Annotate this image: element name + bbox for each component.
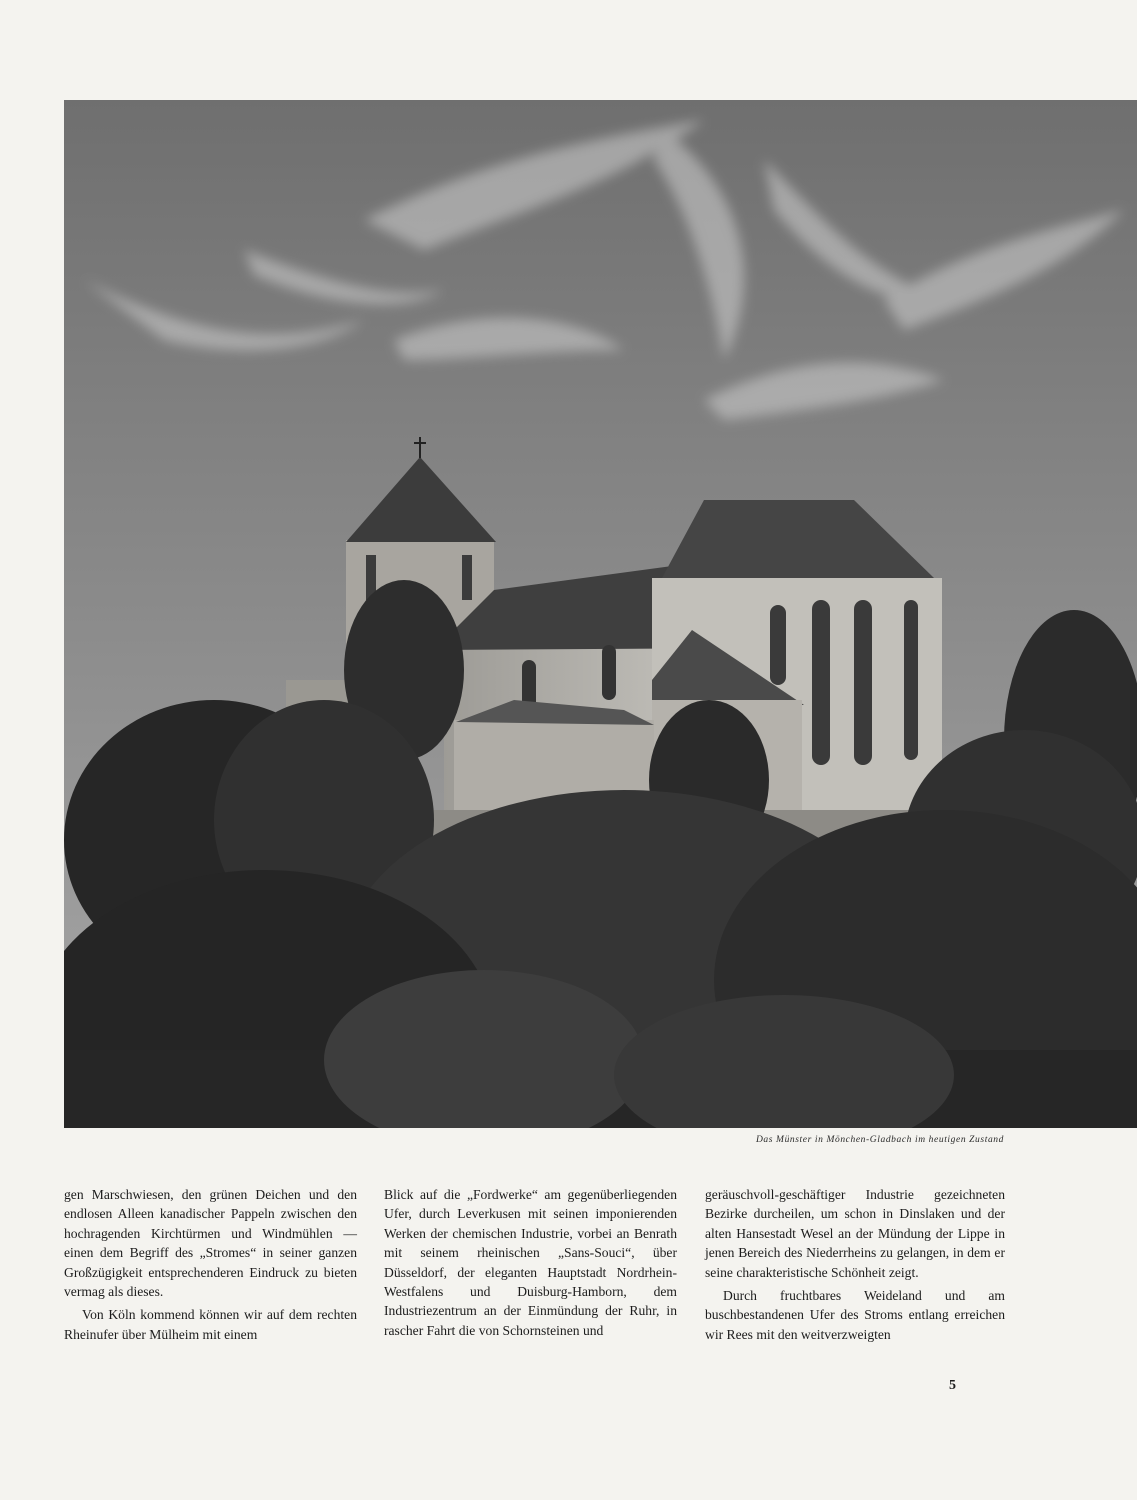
paragraph: Blick auf die „Fordwerke“ am gegenüberliegenden Ufer, durch Leverkusen mit seinen imponierenden Werken der chemischen Industrie, vorbei an Benrath mit seinem rheinischen „Sans-Souci“, über Düsseldorf, der eleganten Hauptstadt Nordrhein-Westfalens und Duisburg-Hamborn, dem Industriezentrum an der Einmündung der Ruhr, in rascher Fahrt die von Schornsteinen und — [384, 1187, 677, 1338]
photo-caption: Das Münster in Mönchen-Gladbach im heutigen Zustand — [755, 1135, 1004, 1145]
paragraph: gen Marschwiesen, den grünen Deichen und den endlosen Alleen kanadischer Pappeln zwischen den hochragenden Kirchtürmen und Windmühlen — einen dem Begriff des „Stromes“ in seiner ganzen Großzügigkeit entsprechenderen Eindruck zu bieten vermag als dieses. — [64, 1187, 357, 1300]
paragraph: Durch fruchtbares Weideland und am buschbestandenen Ufer des Stroms entlang erreichen wir Rees mit den weitverzweigten — [705, 1288, 1005, 1342]
page-number: 5 — [949, 1378, 956, 1393]
text-column-1 — [64, 1185, 357, 1344]
paragraph: geräuschvoll-geschäftiger Industrie gezeichneten Bezirke durcheilen, um schon in Dinslaken und der alten Hansestadt Wesel an der Mündung der Lippe in jenen Bereich des Niederrheins zu gelangen, in dem er seine charakteristische Schönheit zeigt. — [705, 1187, 1005, 1280]
minster-photo-illustration — [64, 100, 1137, 1128]
text-column-3 — [705, 1185, 1005, 1344]
paragraph: Von Köln kommend können wir auf dem rechten Rheinufer über Mülheim mit einem — [64, 1307, 357, 1342]
church-photograph — [64, 100, 1137, 1128]
text-column-2 — [384, 1185, 677, 1340]
